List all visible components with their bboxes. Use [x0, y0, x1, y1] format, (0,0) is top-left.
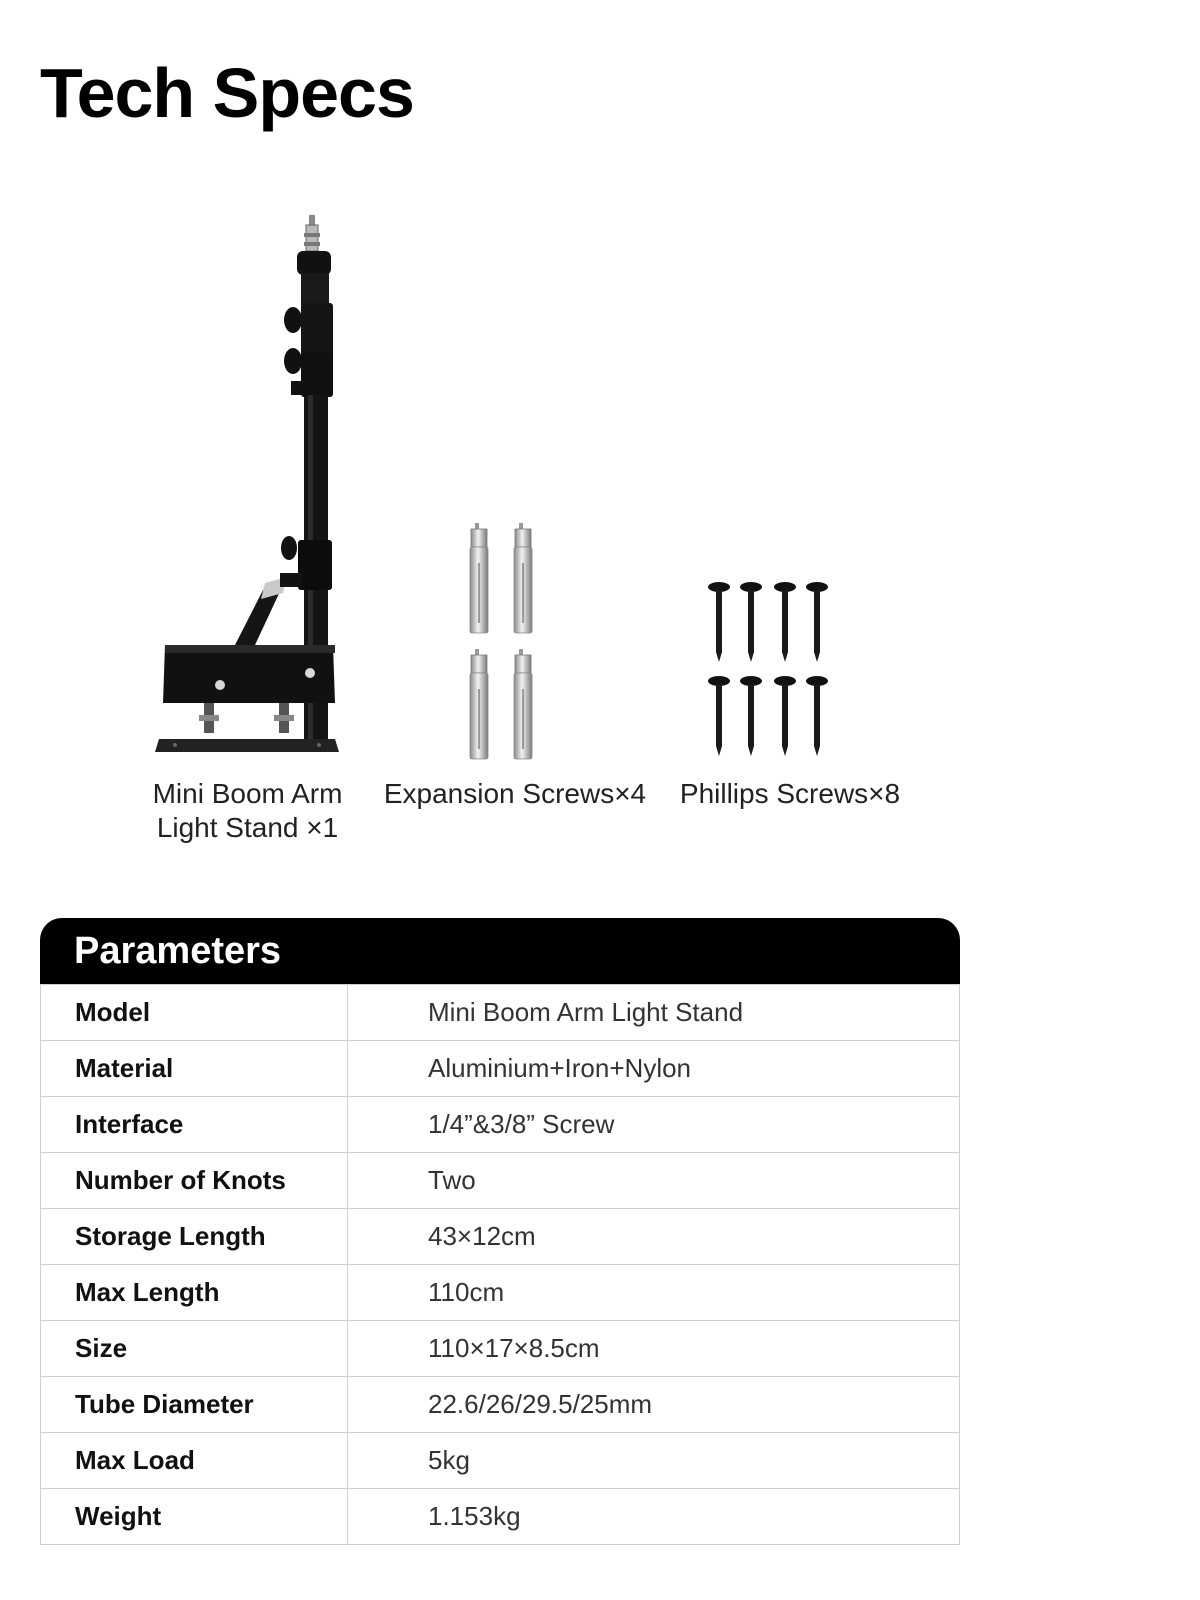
product-caption-line: Light Stand ×1 [156, 812, 339, 843]
parameters-heading: Parameters [40, 918, 960, 984]
expansion-screw [470, 523, 488, 633]
param-key: Weight [41, 1489, 348, 1545]
phillips-screws-image [708, 582, 838, 762]
param-value: 110cm [348, 1265, 960, 1321]
param-key: Model [41, 985, 348, 1041]
param-key: Storage Length [41, 1209, 348, 1265]
phillips-screw [806, 582, 828, 662]
table-row [41, 1209, 960, 1265]
product-caption-line: Expansion Screws×4 [383, 778, 647, 809]
phillips-screw [740, 582, 762, 662]
param-value: 5kg [348, 1433, 960, 1489]
param-value: Mini Boom Arm Light Stand [348, 985, 960, 1041]
table-row [41, 1377, 960, 1433]
param-key: Tube Diameter [41, 1377, 348, 1433]
param-value: 110×17×8.5cm [348, 1321, 960, 1377]
table-row [41, 1097, 960, 1153]
parameters-section [40, 918, 960, 1545]
param-value: Aluminium+Iron+Nylon [348, 1041, 960, 1097]
table-row [41, 1489, 960, 1545]
parameters-table [40, 984, 960, 1545]
product-caption-expansion-screws [380, 777, 650, 811]
table-row [41, 1321, 960, 1377]
table-row [41, 1265, 960, 1321]
phillips-screw [708, 582, 730, 662]
param-key: Number of Knots [41, 1153, 348, 1209]
product-caption-phillips-screws [670, 777, 910, 811]
param-value: 22.6/26/29.5/25mm [348, 1377, 960, 1433]
product-caption-line: Phillips Screws×8 [679, 778, 901, 809]
param-key: Max Length [41, 1265, 348, 1321]
param-value: 1/4”&3/8” Screw [348, 1097, 960, 1153]
table-row [41, 985, 960, 1041]
param-value: 43×12cm [348, 1209, 960, 1265]
param-key: Max Load [41, 1433, 348, 1489]
param-key: Size [41, 1321, 348, 1377]
product-caption-line: Mini Boom Arm [152, 778, 343, 809]
expansion-screw [470, 649, 488, 759]
expansion-screws-image [465, 523, 555, 763]
param-value: Two [348, 1153, 960, 1209]
phillips-screw [774, 676, 796, 756]
boom-arm-stand-image [155, 215, 355, 775]
page-title: Tech Specs [40, 54, 414, 132]
table-row [41, 1153, 960, 1209]
param-value: 1.153kg [348, 1489, 960, 1545]
table-row [41, 1433, 960, 1489]
phillips-screw [774, 582, 796, 662]
phillips-screw [708, 676, 730, 756]
table-row [41, 1041, 960, 1097]
param-key: Material [41, 1041, 348, 1097]
phillips-screw [740, 676, 762, 756]
param-key: Interface [41, 1097, 348, 1153]
expansion-screw [514, 649, 532, 759]
phillips-screw [806, 676, 828, 756]
expansion-screw [514, 523, 532, 633]
product-caption-boom-arm [140, 777, 355, 845]
